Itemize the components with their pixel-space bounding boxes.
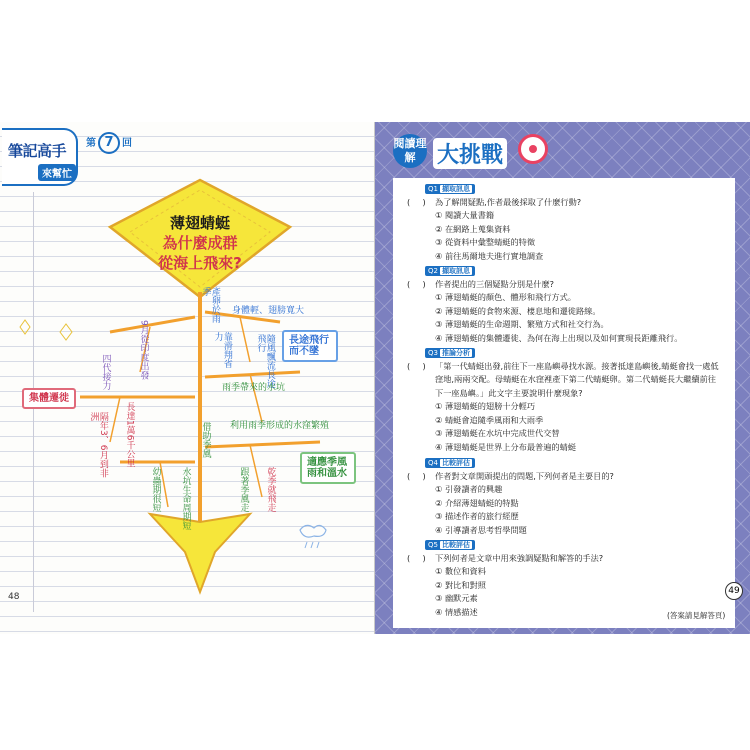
note-1: 9月從印度出發	[138, 320, 149, 380]
q5-option-2: ② 對比和對照	[435, 579, 486, 590]
fishbone-diagram	[0, 122, 375, 634]
q3-option-1: ① 薄翅蜻蜓的翅膀十分輕巧	[435, 401, 536, 411]
note-3: 長達1萬6千公里	[124, 402, 135, 468]
q2-option-1: ① 薄翅蜻蜓的顏色、體形和飛行方式。	[435, 292, 576, 302]
question-5	[407, 538, 726, 620]
note-13: 利用雨季形成的水窪繁殖	[230, 421, 330, 431]
q5-answer-blank[interactable]: ( )	[407, 552, 426, 563]
note-4: 隔年3、6月到非洲	[88, 412, 108, 478]
q4-option-3: ③ 描述作者的旅行經歷	[435, 511, 519, 521]
q1-stem: 為了解開疑點,作者最後採取了什麼行動?	[435, 196, 582, 207]
fish-head-line1: 薄翅蜻蜓	[169, 214, 230, 232]
note-15: 乾季就飛走	[265, 467, 276, 512]
q4-answer-blank[interactable]: ( )	[407, 470, 426, 481]
q4-option-2: ② 介紹薄翅蜻蜓的特點	[435, 497, 519, 508]
q2-option-3: ③ 薄翅蜻蜓的生命週期、繁殖方式和社交行為。	[435, 319, 609, 329]
q4-stem: 作者對文章開頭提出的問題,下列何者是主要目的?	[435, 470, 614, 481]
question-1	[407, 182, 723, 263]
q3-option-4: ④ 薄翅蜻蜓是世界上分布最普遍的蜻蜓	[435, 441, 576, 452]
q3-answer-blank[interactable]: ( )	[407, 360, 426, 371]
q2-tag: Q2 擷取訊息	[425, 266, 475, 276]
note-10: 雨季帶來的水坑	[222, 383, 286, 393]
q5-option-3: ③ 幽默元素	[435, 593, 478, 603]
target-icon	[518, 134, 548, 164]
q4-option-1: ① 引發讀者的興趣	[435, 484, 503, 494]
q1-option-4: ④ 前往馬爾地夫進行實地調查	[435, 250, 544, 261]
brand-subtitle: 來幫忙	[38, 164, 76, 181]
q5-tag: Q5 比較評估	[425, 540, 475, 550]
box-migration: 集體遷徙	[22, 388, 76, 409]
fish-head-line3: 從海上飛來?	[158, 254, 242, 272]
q1-option-1: ① 閱讀大量書籍	[435, 210, 495, 220]
note-5: 產卵於雨季	[200, 287, 220, 323]
q1-option-2: ② 在網路上蒐集資料	[435, 223, 511, 234]
fish-head-line2: 為什麼成群	[162, 234, 238, 252]
q5-option-1: ① 數位和資料	[435, 566, 486, 576]
question-sheet	[393, 178, 735, 628]
book-spread	[0, 122, 750, 634]
q4-option-4: ④ 引導讀者思考哲學問題	[435, 524, 527, 535]
reading-badge: 閱讀理解	[393, 134, 427, 168]
q2-option-2: ② 薄翅蜻蜓的食物來源、棲息地和遷徙路線。	[435, 305, 601, 316]
box-adapt: 適應季風 雨和溫水	[300, 452, 356, 484]
q2-option-4: ④ 薄翅蜻蜓的集體遷徙、為何在海上出現以及如何實現長距離飛行。	[435, 332, 683, 343]
note-11: 水坑生命周期短	[180, 467, 191, 530]
fish-tail-shape	[150, 514, 250, 592]
q3-option-3: ③ 薄翅蜻蜓在水坑中完成世代交替	[435, 428, 560, 438]
page-number-right: 49	[725, 582, 743, 600]
brand-title: 筆記高手	[8, 142, 67, 160]
question-3	[407, 346, 723, 454]
chapter-suffix: 回	[122, 138, 132, 149]
q3-stem: 「第一代蜻蜓出發,前往下一座島嶼尋找水源。接著抵達島嶼後,蜻蜓會找一處低窪地,兩兩交配。母蜻蜓在水窪裡產下第二代蜻蜓卵。第二代蜻蜓長大繼續前往下一座島嶼。」此文字主要說明什麼現象?	[435, 360, 719, 398]
note-7: 靠滑翔省力	[212, 332, 232, 368]
right-page	[375, 122, 750, 634]
q2-stem: 作者提出的三個疑點分別是什麼?	[435, 278, 554, 289]
q1-tag: Q1 擷取訊息	[425, 184, 475, 194]
question-2	[407, 264, 723, 345]
quiz-title: 大挑戰	[433, 138, 507, 169]
q5-option-4: ④ 情感描述	[435, 606, 478, 617]
q4-tag: Q4 比較評估	[425, 458, 475, 468]
chapter-number: 7	[98, 132, 120, 154]
note-14: 跟著季風走	[238, 467, 249, 512]
note-12: 幼蟲期很短	[150, 467, 161, 512]
q3-tag: Q3 推論分析	[425, 348, 475, 358]
question-4	[407, 456, 723, 537]
answer-note: (答案請見解答頁)	[667, 611, 726, 620]
q2-answer-blank[interactable]: ( )	[407, 278, 426, 289]
box-long-flight: 長途飛行 而不墜	[282, 330, 338, 362]
page-number-left: 48	[8, 592, 20, 602]
q5-stem: 下列何者是文章中用來強調疑點和解答的手法?	[435, 552, 604, 563]
left-page	[0, 122, 375, 634]
q1-answer-blank[interactable]: ( )	[407, 196, 426, 207]
note-6: 身體輕、翅膀寬大	[232, 306, 305, 316]
note-2: 四代接力	[100, 354, 111, 390]
chapter-prefix: 第	[86, 138, 96, 149]
note-8: 隨風飄流長途飛行	[255, 334, 275, 388]
q1-option-3: ③ 從資料中彙整蜻蜓的特徵	[435, 237, 536, 247]
note-9: 借助季風	[200, 422, 211, 458]
q3-option-2: ② 蜻蜓會追隨季風雨和大雨季	[435, 414, 544, 425]
